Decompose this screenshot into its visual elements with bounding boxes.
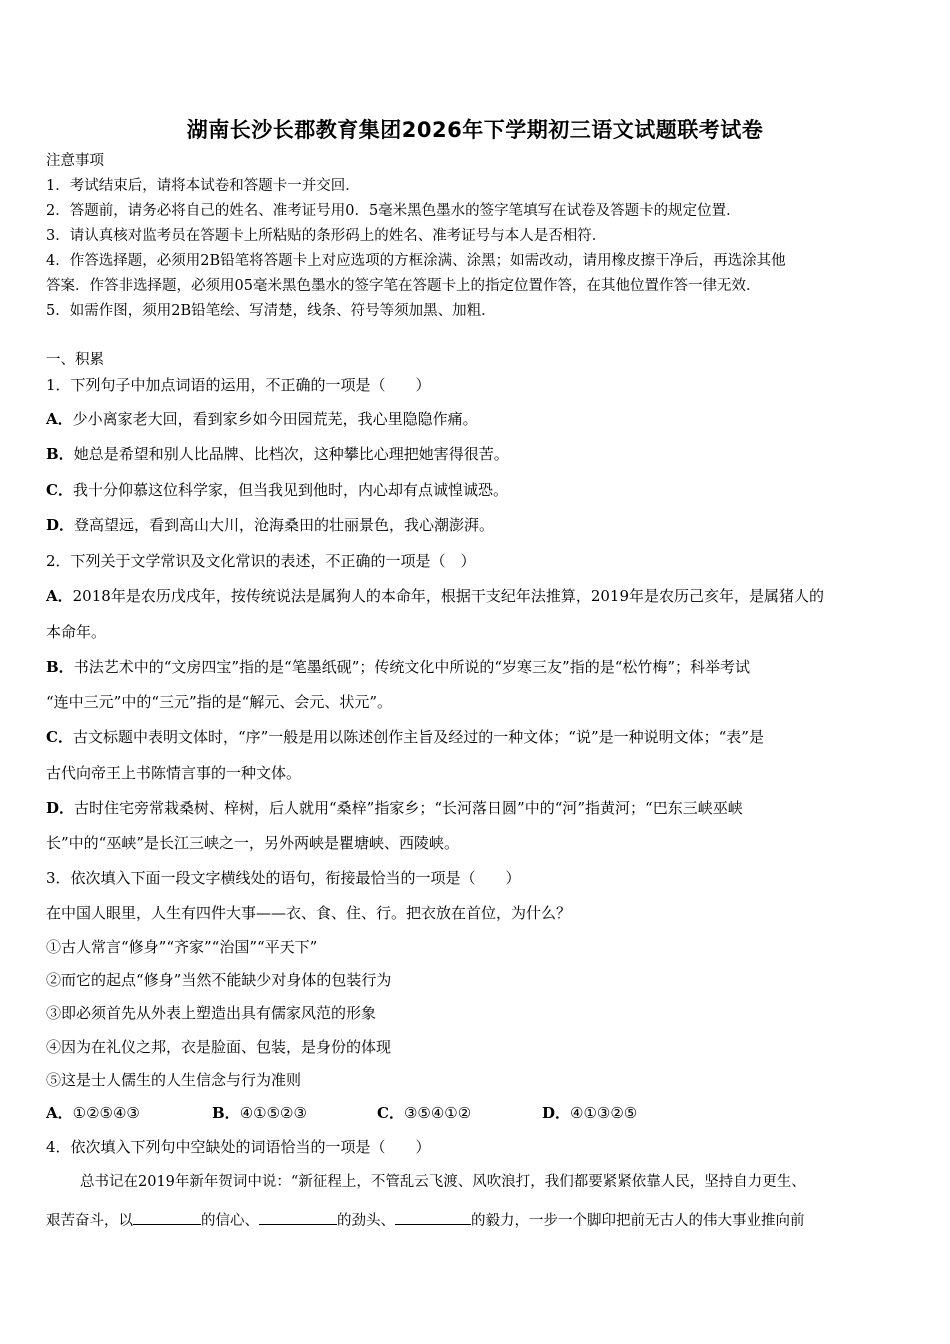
question-1-option-d (46, 515, 494, 535)
option-label: C． (377, 1104, 404, 1122)
question-3-passage: 在中国人眼里，人生有四件大事——衣、食、住、行。把衣放在首位，为什么？ (46, 904, 572, 922)
question-3-sentence: ②而它的起点“修身”当然不能缺少对身体的包装行为 (46, 971, 392, 989)
option-label: B． (46, 445, 74, 463)
question-2-option-b-cont: “连中三元”中的“三元”指的是“解元、会元、状元”。 (46, 693, 393, 711)
option-text: 古时住宅旁常栽桑树、梓树，后人就用“桑梓”指家乡；“长河落日圆”中的“河”指黄河；“巴东三峡巫峡 (74, 799, 743, 817)
option-label: A． (46, 1104, 73, 1122)
notice-item: 1．考试结束后，请将本试卷和答题卡一并交回． (46, 178, 360, 194)
answer-blank (395, 1210, 471, 1225)
option-label: B． (212, 1104, 240, 1122)
option-text: ①②⑤④③ (72, 1104, 140, 1122)
question-2-option-a-cont: 本命年。 (46, 623, 107, 641)
question-1-option-a (46, 409, 478, 429)
question-3-sentence: ③即必须首先从外表上塑造出具有儒家风范的形象 (46, 1004, 377, 1022)
option-text: ④①③②⑤ (570, 1104, 638, 1122)
option-text: ④①⑤②③ (239, 1104, 307, 1122)
question-3-stem: 3．依次填入下面一段文字横线处的语句，衔接最恰当的一项是（ ） (46, 869, 521, 887)
notice-item: 5．如需作图，须用2B铅笔绘、写清楚，线条、符号等须加黑、加粗． (46, 303, 496, 319)
question-3-sentence: ⑤这是士人儒生的人生信念与行为准则 (46, 1071, 302, 1089)
notice-item: 2．答题前，请务必将自己的姓名、准考证号用0．5毫米黑色墨水的签字笔填写在试卷及答题卡的规定位置． (46, 203, 741, 219)
option-text: 少小离家老大回，看到家乡如今田园荒芜，我心里隐隐作痛。 (72, 410, 478, 428)
option-label: C． (46, 481, 73, 499)
question-3-option-a (46, 1103, 140, 1123)
answer-blank (133, 1210, 201, 1225)
notice-item: 4．作答选择题，必须用2B铅笔将答题卡上对应选项的方框涂满、涂黑；如需改动，请用橡皮擦干净后，再选涂其他 (46, 253, 786, 269)
option-label: D． (542, 1104, 571, 1122)
option-text: 2018年是农历戊戌年，按传统说法是属狗人的本命年，根据干支纪年法推算，2019年是农历己亥年，是属猪人的 (72, 587, 824, 605)
option-text: 书法艺术中的“文房四宝”指的是“笔墨纸砚”；传统文化中所说的“岁寒三友”指的是“松竹梅”；科举考试 (73, 658, 751, 676)
question-2-option-b (46, 657, 750, 677)
question-1-option-b (46, 444, 509, 464)
question-3-option-c (377, 1103, 471, 1123)
option-label: C． (46, 728, 73, 746)
option-text: 登高望远，看到高山大川，沧海桑田的壮丽景色，我心潮澎湃。 (74, 516, 495, 534)
answer-blank (259, 1210, 337, 1225)
option-label: D． (46, 799, 75, 817)
question-3-sentence: ①古人常言“修身”“齐家”“治国”“平天下” (46, 938, 318, 956)
paragraph-text: 的毅力，一步一个脚印把前无古人的伟大事业推向前 (471, 1213, 805, 1229)
question-3-option-d (542, 1103, 637, 1123)
question-1-option-c (46, 480, 508, 500)
question-4-paragraph-cont (46, 1210, 805, 1231)
page-title: 湖南长沙长郡教育集团2026年下学期初三语文试题联考试卷 (186, 118, 764, 142)
option-label: D． (46, 516, 75, 534)
notice-item: 3．请认真核对监考员在答题卡上所粘贴的条形码上的姓名、准考证号与本人是否相符． (46, 228, 607, 244)
paragraph-text: 的劲头、 (337, 1213, 395, 1229)
option-text: 我十分仰慕这位科学家，但当我见到他时，内心却有点诚惶诚恐。 (72, 481, 508, 499)
option-text: 她总是希望和别人比品牌、比档次，这种攀比心理把她害得很苦。 (73, 445, 509, 463)
question-4-stem: 4．依次填入下列句中空缺处的词语恰当的一项是（ ） (46, 1138, 431, 1156)
option-text: ③⑤④①② (403, 1104, 472, 1122)
question-2-option-d-cont: 长”中的“巫峡”是长江三峡之一，另外两峡是瞿塘峡、西陵峡。 (46, 834, 460, 852)
option-text: 古文标题中表明文体时，“序”一般是用以陈述创作主旨及经过的一种文体；“说”是一种说明文体；“表”是 (72, 728, 764, 746)
question-1-stem: 1．下列句子中加点词语的运用，不正确的一项是（ ） (46, 376, 431, 394)
question-2-option-a (46, 586, 824, 606)
question-2-option-c (46, 727, 764, 747)
question-2-option-c-cont: 古代向帝王上书陈情言事的一种文体。 (46, 764, 302, 782)
question-3-option-b (212, 1103, 307, 1123)
option-label: A． (46, 410, 73, 428)
notice-item: 答案．作答非选择题，必须用05毫米黑色墨水的签字笔在答题卡上的指定位置作答，在其他位置作答一律无效． (46, 278, 761, 294)
notice-heading: 注意事项 (46, 153, 104, 169)
paragraph-text: 的信心、 (201, 1213, 259, 1229)
paragraph-text: 艰苦奋斗，以 (46, 1213, 133, 1229)
option-label: B． (46, 658, 74, 676)
option-label: A． (46, 587, 73, 605)
question-3-sentence: ④因为在礼仪之邦，衣是脸面、包装，是身份的体现 (46, 1038, 392, 1056)
question-2-option-d (46, 798, 743, 818)
question-2-stem: 2．下列关于文学常识及文化常识的表述，不正确的一项是（ ） (46, 552, 476, 570)
question-4-paragraph: 总书记在2019年新年贺词中说：“新征程上，不管乱云飞渡、风吹浪打，我们都要紧紧依靠人民，坚持自力更生、 (80, 1174, 806, 1190)
section-heading: 一、积累 (46, 352, 104, 368)
